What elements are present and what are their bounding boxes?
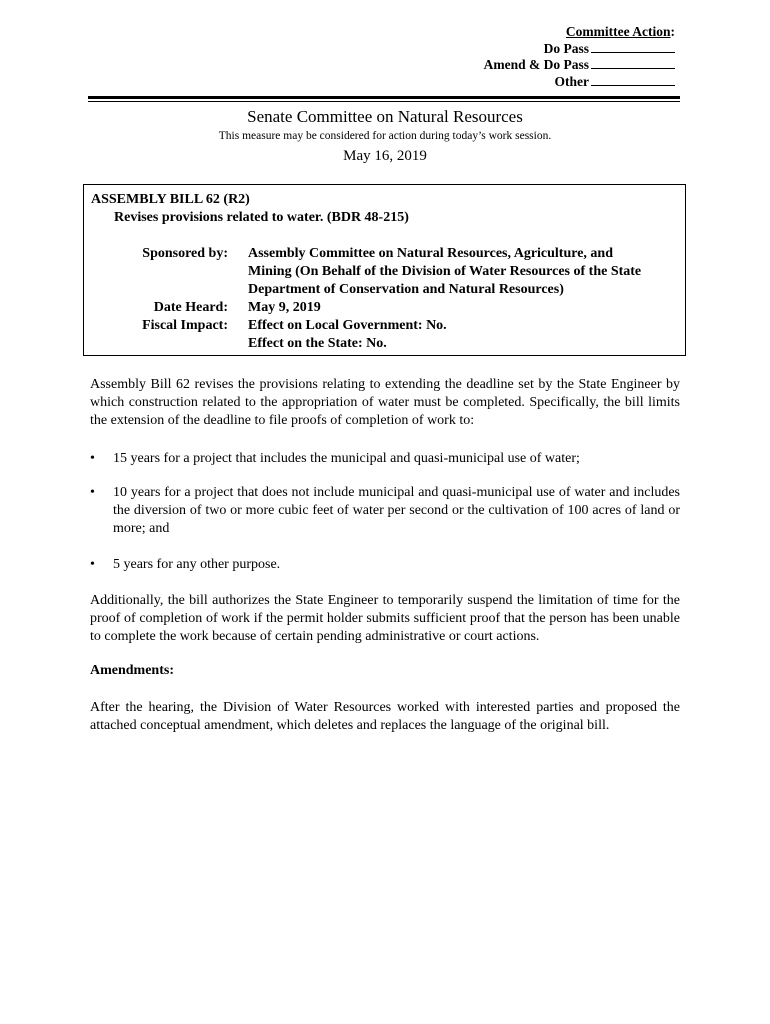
other-label: Other — [554, 73, 589, 89]
do-pass-row — [484, 41, 675, 58]
other-row — [484, 74, 675, 91]
sponsored-by-label: Sponsored by: — [142, 246, 228, 261]
amend-do-pass-row — [484, 57, 675, 74]
fiscal-impact-label: Fiscal Impact: — [142, 318, 228, 333]
amendments-paragraph: After the hearing, the Division of Water Resources worked with interested parties and proposed the attached conceptual amendment, which deletes and replaces the language of the original bill. — [90, 700, 680, 733]
do-pass-label: Do Pass — [543, 40, 589, 56]
bullet-item-2: 10 years for a project that does not include municipal and quasi-municipal use of water and includes the diversion of two or more cubic feet of water per second or the cultivation of 100 acres of land or more; and — [113, 485, 680, 536]
bullet-item-3: 5 years for any other purpose. — [113, 557, 281, 572]
bill-title: ASSEMBLY BILL 62 (R2) — [91, 192, 250, 207]
committee-action-title-row — [484, 24, 675, 41]
bill-subtitle: Revises provisions related to water. (BDR 48-215) — [114, 210, 409, 225]
amendments-heading: Amendments: — [90, 663, 174, 678]
hearing-date: May 16, 2019 — [343, 148, 427, 164]
sponsor-line-1: Assembly Committee on Natural Resources, Agriculture, and — [248, 246, 614, 261]
bullet-marker-3: • — [90, 557, 95, 572]
bullet-marker-1: • — [90, 451, 95, 466]
committee-name: Senate Committee on Natural Resources — [247, 107, 523, 126]
sponsor-line-3: Department of Conservation and Natural Resources) — [248, 282, 564, 297]
other-blank-line — [591, 74, 675, 86]
bill-summary-box — [83, 184, 686, 356]
committee-action-title: Committee Action — [565, 24, 671, 39]
bullet-marker-2: • — [90, 485, 95, 500]
work-session-notice: This measure may be considered for action during today’s work session. — [218, 130, 552, 142]
date-heard-value: May 9, 2019 — [248, 300, 321, 315]
committee-action-block — [484, 24, 675, 90]
fiscal-state-value: Effect on the State: No. — [248, 336, 387, 351]
committee-action-colon: : — [670, 24, 675, 39]
fiscal-local-value: Effect on Local Government: No. — [248, 318, 447, 333]
header-rule-thin — [88, 101, 680, 102]
sponsor-line-2: Mining (On Behalf of the Division of Water Resources of the State — [248, 264, 642, 279]
additionally-paragraph: Additionally, the bill authorizes the State Engineer to temporarily suspend the limitation of time for the proof of completion of work if the permit holder submits sufficient proof that the person has been unable to complete the work because of certain pending administrative or court actions. — [90, 593, 680, 644]
bullet-item-1: 15 years for a project that includes the municipal and quasi-municipal use of water; — [113, 451, 580, 466]
amend-do-pass-blank-line — [591, 57, 675, 69]
intro-paragraph: Assembly Bill 62 revises the provisions relating to extending the deadline set by the State Engineer by which construction related to the appropriation of water must be completed. Specifically, the bill limits the extension of the deadline to file proofs of completion of work to: — [90, 377, 680, 428]
do-pass-blank-line — [591, 41, 675, 53]
amend-do-pass-label: Amend & Do Pass — [483, 57, 589, 72]
header-rule-thick — [88, 96, 680, 99]
date-heard-label: Date Heard: — [153, 300, 228, 315]
